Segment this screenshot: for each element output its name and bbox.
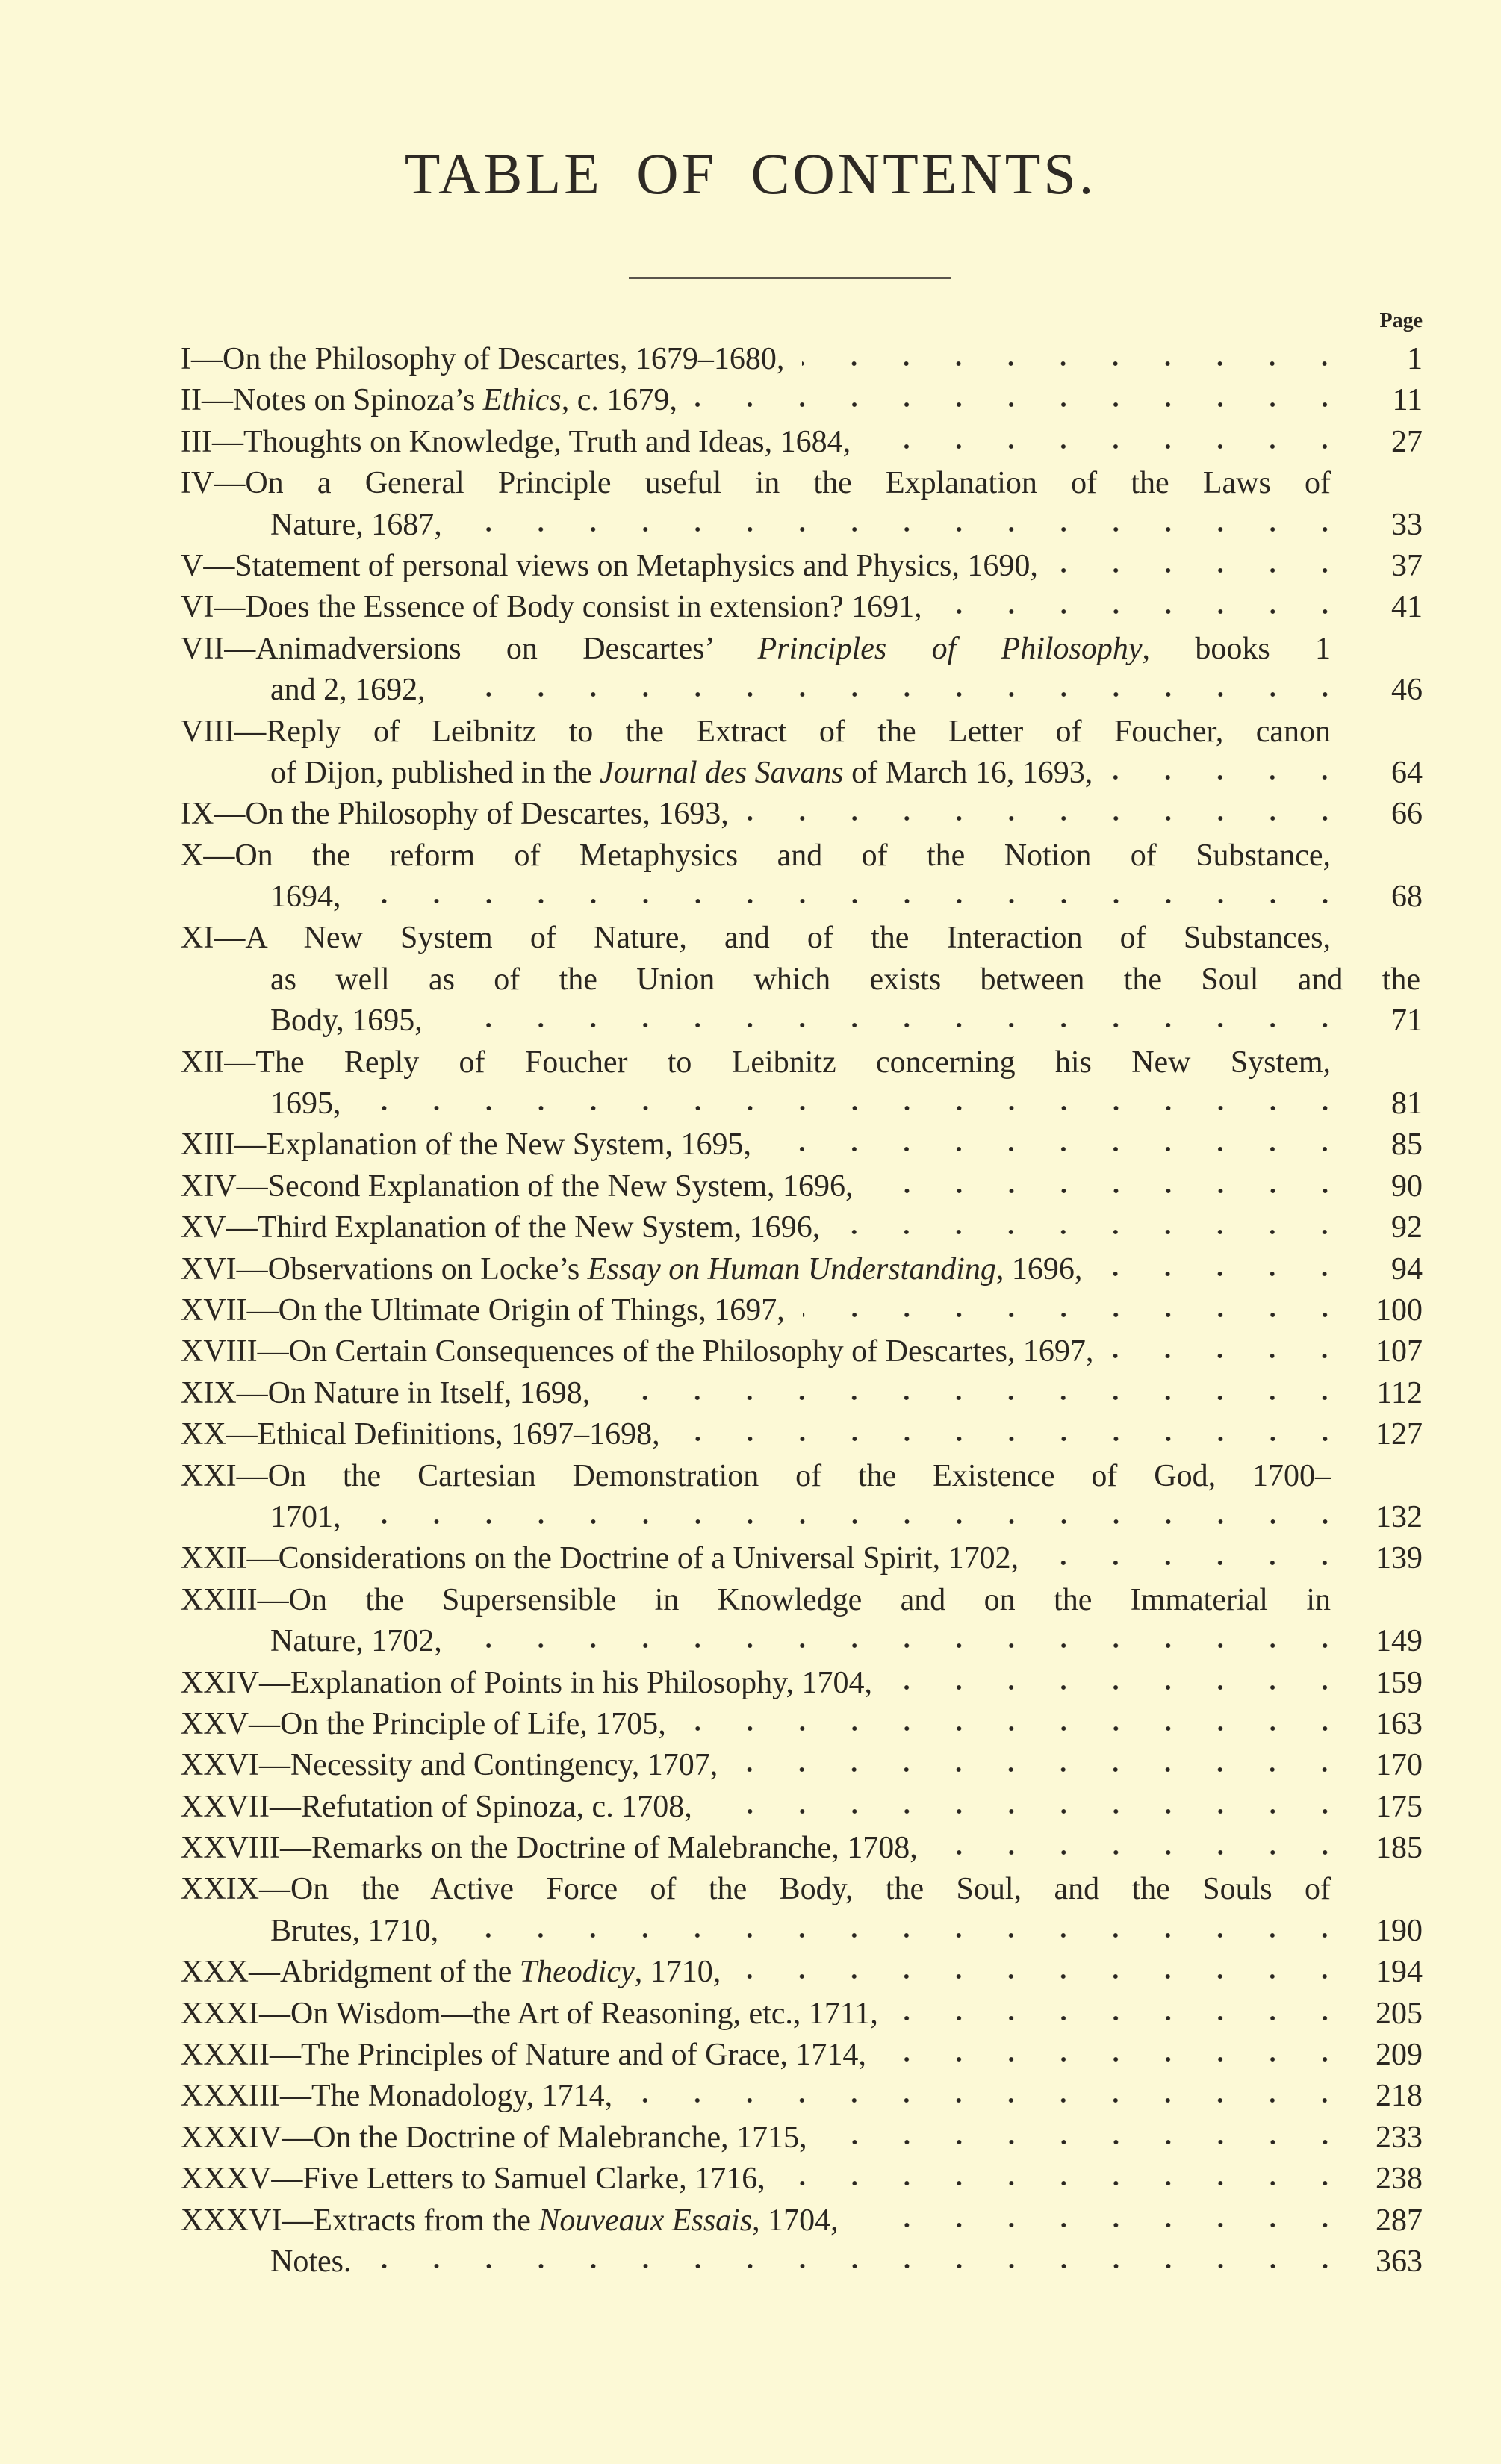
toc-entry [181, 1414, 1423, 1455]
title-text: Nature, 1687, [270, 507, 442, 542]
dot-leader [857, 2220, 1351, 2230]
page-number: 194 [1376, 1955, 1423, 1990]
dot-leader [684, 1723, 1351, 1734]
toc-entry-title [181, 921, 1331, 955]
toc-entry-last-line [181, 1124, 1423, 1166]
toc-entry-last-line [181, 1497, 1423, 1538]
dot-leader [359, 1103, 1352, 1113]
toc-entry-title [270, 962, 1420, 997]
page-number: 81 [1391, 1086, 1423, 1121]
title-text: XX—Ethical Definitions, 1697–1698, [181, 1417, 660, 1452]
dot-leader [630, 2095, 1351, 2106]
dot-leader [460, 1640, 1351, 1651]
toc-entry-last-line [181, 422, 1423, 463]
title-text: 1701, [270, 1499, 341, 1534]
dot-leader [359, 896, 1352, 906]
toc-entry-title [181, 632, 1331, 666]
toc-entry-line [181, 1456, 1331, 1497]
title-text: III—Thoughts on Knowledge, Truth and Ideas, 1684, [181, 424, 851, 459]
toc-entry-title [181, 1045, 1331, 1080]
title-text: XXVII—Refutation of Spinoza, c. 1708, [181, 1789, 692, 1824]
toc-entry-last-line [181, 1787, 1423, 1828]
toc-entry-title [181, 1459, 1331, 1493]
toc-entry-last-line [181, 1166, 1423, 1207]
toc-entry-title [270, 2241, 352, 2283]
toc-entry-last-line [181, 2076, 1423, 2117]
toc-entry-title [181, 1663, 872, 1704]
toc-entry-last-line [181, 546, 1423, 587]
title-text: 1694, [270, 880, 341, 915]
page-number: 363 [1376, 2244, 1423, 2279]
dot-leader [678, 1434, 1351, 1444]
toc-entry [181, 1994, 1423, 2035]
toc-entry-last-line [181, 1828, 1423, 1869]
dot-leader [940, 606, 1351, 617]
toc-entry [181, 1952, 1423, 1993]
toc-entry-line [181, 712, 1331, 753]
title-text: Brutes, 1710, [270, 1913, 439, 1948]
title-text: XV—Third Explanation of the New System, 1696, [181, 1210, 821, 1245]
toc-entry-title [181, 1994, 878, 2035]
page-number: 85 [1391, 1127, 1423, 1163]
dot-leader [803, 1310, 1351, 1320]
toc-entry [181, 836, 1423, 918]
toc-entry-title [181, 2200, 839, 2241]
title-text: XXXIV—On the Doctrine of Malebranche, 1715, [181, 2120, 807, 2155]
italic-title: Ethics [482, 383, 562, 418]
dot-leader [1037, 1558, 1351, 1568]
toc-entry [181, 587, 1423, 628]
toc-entry-last-line [181, 1207, 1423, 1248]
toc-entry [181, 463, 1423, 546]
toc-entry-line [181, 1869, 1331, 1910]
italic-title: Principles of Philosophy [757, 631, 1143, 666]
toc-entry-last-line [181, 2118, 1423, 2159]
dot-leader [802, 358, 1351, 369]
title-text: and 2, 1692, [270, 673, 426, 708]
toc-entry [181, 1828, 1423, 1869]
toc-entry-last-line [181, 753, 1423, 794]
dot-leader [736, 1764, 1351, 1775]
toc-entry [181, 629, 1423, 712]
toc-entry [181, 1207, 1423, 1248]
toc-entry [181, 1580, 1423, 1663]
toc-entry [181, 2200, 1423, 2241]
dot-leader [747, 813, 1351, 824]
title-text: as well as of the Union which exists between the Soul and the [270, 962, 1420, 997]
title-text: XXIV—Explanation of Points in his Philosophy, 1704, [181, 1665, 872, 1700]
dot-leader [884, 2054, 1351, 2065]
toc-entry [181, 1704, 1423, 1745]
page-number: 41 [1391, 590, 1423, 625]
italic-title: Journal des Savans [599, 755, 844, 790]
dot-leader [608, 1393, 1351, 1403]
title-text: XIV—Second Explanation of the New System, 1696, [181, 1169, 854, 1204]
dot-leader [359, 1516, 1352, 1527]
dot-leader [1056, 565, 1351, 576]
dot-leader [444, 689, 1351, 700]
toc-entry-title [181, 2076, 612, 2117]
dot-leader [1111, 1351, 1351, 1361]
title-text: IV—On a General Principle useful in the Explanation of the Laws of [181, 466, 1331, 501]
toc-entry-title [181, 1414, 660, 1455]
dot-leader [1100, 1269, 1351, 1279]
title-text: XIX—On Nature in Itself, 1698, [181, 1375, 591, 1410]
toc-entry-last-line [181, 1290, 1423, 1331]
toc-entry-title [270, 1001, 423, 1042]
toc-entry-line [181, 836, 1331, 877]
title-text: of Dijon, published in the [270, 755, 600, 790]
title-text: XXIII—On the Supersensible in Knowledge and on the Immaterial in [181, 1582, 1331, 1617]
toc-entry-title [181, 1872, 1331, 1906]
toc-entry-last-line [181, 587, 1423, 628]
title-text: VI—Does the Essence of Body consist in extension? 1691, [181, 590, 922, 625]
toc-entry-title [181, 715, 1331, 749]
page-number: 218 [1376, 2079, 1423, 2114]
page-number: 205 [1376, 1996, 1423, 2031]
page-number: 170 [1376, 1748, 1423, 1783]
toc-entry-last-line [181, 1663, 1423, 1704]
page-title: TABLE OF CONTENTS. [404, 141, 1097, 206]
toc-entry-last-line [181, 1538, 1423, 1579]
page-number: 46 [1391, 673, 1423, 708]
toc-entry-title [270, 877, 341, 918]
toc-entry-title [270, 753, 1093, 794]
table-of-contents [181, 339, 1423, 2283]
toc-entry-title [181, 794, 729, 835]
toc-entry-title [181, 839, 1331, 873]
toc-entry-last-line [181, 1249, 1423, 1290]
dot-leader [739, 1971, 1351, 1982]
title-divider [629, 277, 951, 279]
toc-entry-title [181, 466, 1331, 500]
dot-leader [460, 524, 1351, 535]
page-number: 190 [1376, 1913, 1423, 1948]
page-number: 238 [1376, 2162, 1423, 2197]
page-number: 92 [1391, 1210, 1423, 1245]
title-text: XVII—On the Ultimate Origin of Things, 1697, [181, 1292, 785, 1328]
toc-entry-title [270, 1083, 341, 1124]
page-number: 132 [1376, 1499, 1423, 1534]
title-text: XXVIII—Remarks on the Doctrine of Malebranche, 1708, [181, 1831, 918, 1866]
title-text: VII—Animadversions on Descartes’ [181, 631, 758, 666]
page-number: 159 [1376, 1665, 1423, 1700]
toc-entry-last-line [181, 2035, 1423, 2076]
title-text: IX—On the Philosophy of Descartes, 1693, [181, 797, 729, 832]
toc-entry-last-line [181, 1083, 1423, 1124]
toc-entry-title [270, 505, 442, 546]
toc-entry-last-line [181, 1621, 1423, 1662]
toc-entry [181, 1290, 1423, 1331]
page-number: 71 [1391, 1004, 1423, 1039]
toc-entry-last-line [181, 1001, 1423, 1042]
page-number: 149 [1376, 1624, 1423, 1659]
toc-entry-last-line [181, 380, 1423, 421]
page-number: 139 [1376, 1541, 1423, 1576]
toc-entry-title [181, 1290, 785, 1331]
toc-entry [181, 339, 1423, 380]
page-number: 233 [1376, 2120, 1423, 2155]
toc-entry [181, 918, 1423, 1042]
page-number: 127 [1376, 1417, 1423, 1452]
toc-entry-title [270, 1911, 438, 1952]
title-text: Nature, 1702, [270, 1624, 442, 1659]
dot-leader [890, 1682, 1351, 1693]
toc-entry-title [181, 1207, 820, 1248]
dot-leader [456, 1930, 1351, 1941]
dot-leader [936, 1847, 1351, 1858]
title-text: , 1710, [634, 1955, 721, 1990]
page-number: 94 [1391, 1251, 1423, 1287]
page-number: 287 [1376, 2203, 1423, 2238]
toc-entry-title [181, 546, 1038, 587]
toc-entry-title [181, 1124, 751, 1166]
toc-entry-line [181, 463, 1331, 504]
title-text: of March 16, 1693, [843, 755, 1093, 790]
italic-title: Theodicy [519, 1955, 635, 1990]
page-number: 66 [1391, 797, 1423, 832]
toc-entry [181, 2076, 1423, 2117]
toc-entry-title [181, 339, 784, 380]
toc-entry-title [181, 1704, 666, 1745]
dot-leader [825, 2137, 1351, 2147]
toc-entry-line [181, 629, 1331, 670]
toc-entry [181, 1787, 1423, 1828]
dot-leader [1110, 772, 1351, 783]
toc-entry-line [181, 1042, 1331, 1083]
toc-entry-last-line [181, 2200, 1423, 2241]
toc-entry [181, 1124, 1423, 1166]
toc-entry-last-line [181, 2159, 1423, 2200]
toc-entry [181, 546, 1423, 587]
toc-entry-line [181, 959, 1420, 1001]
title-text: , books 1 [1142, 631, 1331, 666]
title-text: XII—The Reply of Foucher to Leibnitz concerning his New System, [181, 1045, 1331, 1080]
toc-entry [181, 2035, 1423, 2076]
toc-entry [181, 712, 1423, 794]
title-text: Body, 1695, [270, 1004, 423, 1039]
toc-entry [181, 1456, 1423, 1539]
toc-entry-title [270, 1497, 341, 1538]
toc-entry-title [270, 1621, 442, 1662]
toc-entry-title [181, 380, 677, 421]
dot-leader [695, 399, 1351, 410]
toc-entry [181, 2118, 1423, 2159]
dot-leader [441, 1020, 1351, 1030]
page-number: 185 [1376, 1831, 1423, 1866]
title-text: XXXIII—The Monadology, 1714, [181, 2079, 613, 2114]
toc-entry [181, 1166, 1423, 1207]
title-text: VIII—Reply of Leibnitz to the Extract of the Letter of Foucher, canon [181, 714, 1331, 749]
toc-entry-last-line [181, 877, 1423, 918]
page-number: 33 [1391, 507, 1423, 542]
toc-entry [181, 1042, 1423, 1125]
title-text: XIII—Explanation of the New System, 1695, [181, 1127, 752, 1163]
toc-entry-title [181, 2118, 807, 2159]
dot-leader [896, 2013, 1351, 2023]
page-number: 68 [1391, 880, 1423, 915]
toc-entry-title [181, 422, 851, 463]
title-text: XXII—Considerations on the Doctrine of a Universal Spirit, 1702, [181, 1541, 1019, 1576]
toc-entry [181, 2241, 1423, 2283]
page-number: 112 [1376, 1375, 1423, 1410]
toc-entry-title [181, 1373, 590, 1414]
toc-entry-last-line [181, 1952, 1423, 1993]
page-column-header: Page [1379, 309, 1423, 332]
toc-entry [181, 380, 1423, 421]
dot-leader [871, 1186, 1351, 1196]
toc-entry [181, 1538, 1423, 1579]
toc-entry-last-line [181, 1373, 1423, 1414]
italic-title: Essay on Human Understanding [587, 1251, 996, 1287]
dot-leader [370, 2261, 1352, 2271]
title-text: XXXII—The Principles of Nature and of Grace, 1714, [181, 2038, 866, 2073]
title-text: XXXI—On Wisdom—the Art of Reasoning, etc., 1711, [181, 1996, 878, 2031]
toc-entry [181, 1869, 1423, 1952]
title-text: XXVI—Necessity and Contingency, 1707, [181, 1748, 718, 1783]
toc-entry-title [270, 670, 426, 711]
title-text: XXI—On the Cartesian Demonstration of the Existence of God, 1700– [181, 1458, 1331, 1493]
toc-entry-title [181, 2159, 765, 2200]
title-text: X—On the reform of Metaphysics and of the Notion of Substance, [181, 838, 1331, 873]
toc-entry-last-line [181, 1414, 1423, 1455]
page-number: 107 [1376, 1334, 1423, 1369]
title-text: , c. 1679, [561, 383, 677, 418]
toc-entry [181, 422, 1423, 463]
page-number: 37 [1391, 548, 1423, 583]
page-number: 175 [1376, 1789, 1423, 1824]
toc-entry [181, 1745, 1423, 1786]
toc-entry [181, 1249, 1423, 1290]
toc-entry-last-line [181, 2241, 1423, 2283]
title-text: XXX—Abridgment of the [181, 1955, 520, 1990]
italic-title: Nouveaux Essais [538, 2203, 753, 2238]
toc-entry-title [181, 1538, 1019, 1579]
toc-entry-last-line [181, 1745, 1423, 1786]
title-text: I—On the Philosophy of Descartes, 1679–1680, [181, 342, 785, 376]
title-text: XVIII—On Certain Consequences of the Philosophy of Descartes, 1697, [181, 1334, 1094, 1369]
toc-entry-last-line [181, 1994, 1423, 2035]
dot-leader [710, 1806, 1351, 1817]
page-number: 11 [1392, 383, 1423, 418]
page-number: 27 [1391, 424, 1423, 459]
page-number: 1 [1407, 342, 1423, 376]
toc-entry-title [181, 2035, 866, 2076]
page-number: 100 [1376, 1292, 1423, 1328]
toc-entry-title [181, 1331, 1093, 1372]
dot-leader [783, 2178, 1351, 2188]
toc-entry-last-line [181, 794, 1423, 835]
title-text: V—Statement of personal views on Metaphysics and Physics, 1690, [181, 548, 1038, 583]
toc-entry-title [181, 1787, 692, 1828]
toc-entry-last-line [181, 1911, 1423, 1952]
toc-entry-title [181, 1166, 854, 1207]
title-text: , 1696, [995, 1251, 1083, 1287]
toc-entry-title [181, 1745, 718, 1786]
page-number: 163 [1376, 1706, 1423, 1741]
dot-leader [868, 441, 1351, 452]
toc-entry [181, 1331, 1423, 1372]
toc-entry [181, 1373, 1423, 1414]
title-text: , 1704, [752, 2203, 839, 2238]
toc-entry-last-line [181, 670, 1423, 711]
title-text: XXXVI—Extracts from the [181, 2203, 539, 2238]
toc-entry [181, 2159, 1423, 2200]
toc-entry-title [181, 1249, 1082, 1290]
title-text: XXIX—On the Active Force of the Body, the Soul, and the Souls of [181, 1872, 1331, 1907]
toc-entry [181, 1663, 1423, 1704]
title-text: XXV—On the Principle of Life, 1705, [181, 1706, 666, 1741]
toc-entry-title [181, 587, 922, 628]
toc-entry-last-line [181, 339, 1423, 380]
toc-entry-line [181, 1580, 1331, 1621]
page-number: 209 [1376, 2038, 1423, 2073]
toc-entry-title [181, 1952, 721, 1993]
page-number: 90 [1391, 1169, 1423, 1204]
page-number: 64 [1391, 755, 1423, 790]
dot-leader [769, 1144, 1351, 1154]
toc-entry-line [181, 918, 1331, 959]
title-text: II—Notes on Spinoza’s [181, 383, 483, 418]
dot-leader [838, 1227, 1351, 1237]
title-text: XVI—Observations on Locke’s [181, 1251, 588, 1287]
title-text: Notes. [270, 2244, 352, 2279]
toc-entry [181, 794, 1423, 835]
toc-entry-last-line [181, 505, 1423, 546]
title-text: XXXV—Five Letters to Samuel Clarke, 1716, [181, 2162, 765, 2197]
toc-entry-title [181, 1828, 918, 1869]
title-text: XI—A New System of Nature, and of the Interaction of Substances, [181, 921, 1331, 956]
toc-entry-last-line [181, 1704, 1423, 1745]
toc-entry-title [181, 1583, 1331, 1617]
toc-entry-last-line [181, 1331, 1423, 1372]
title-text: 1695, [270, 1086, 341, 1121]
